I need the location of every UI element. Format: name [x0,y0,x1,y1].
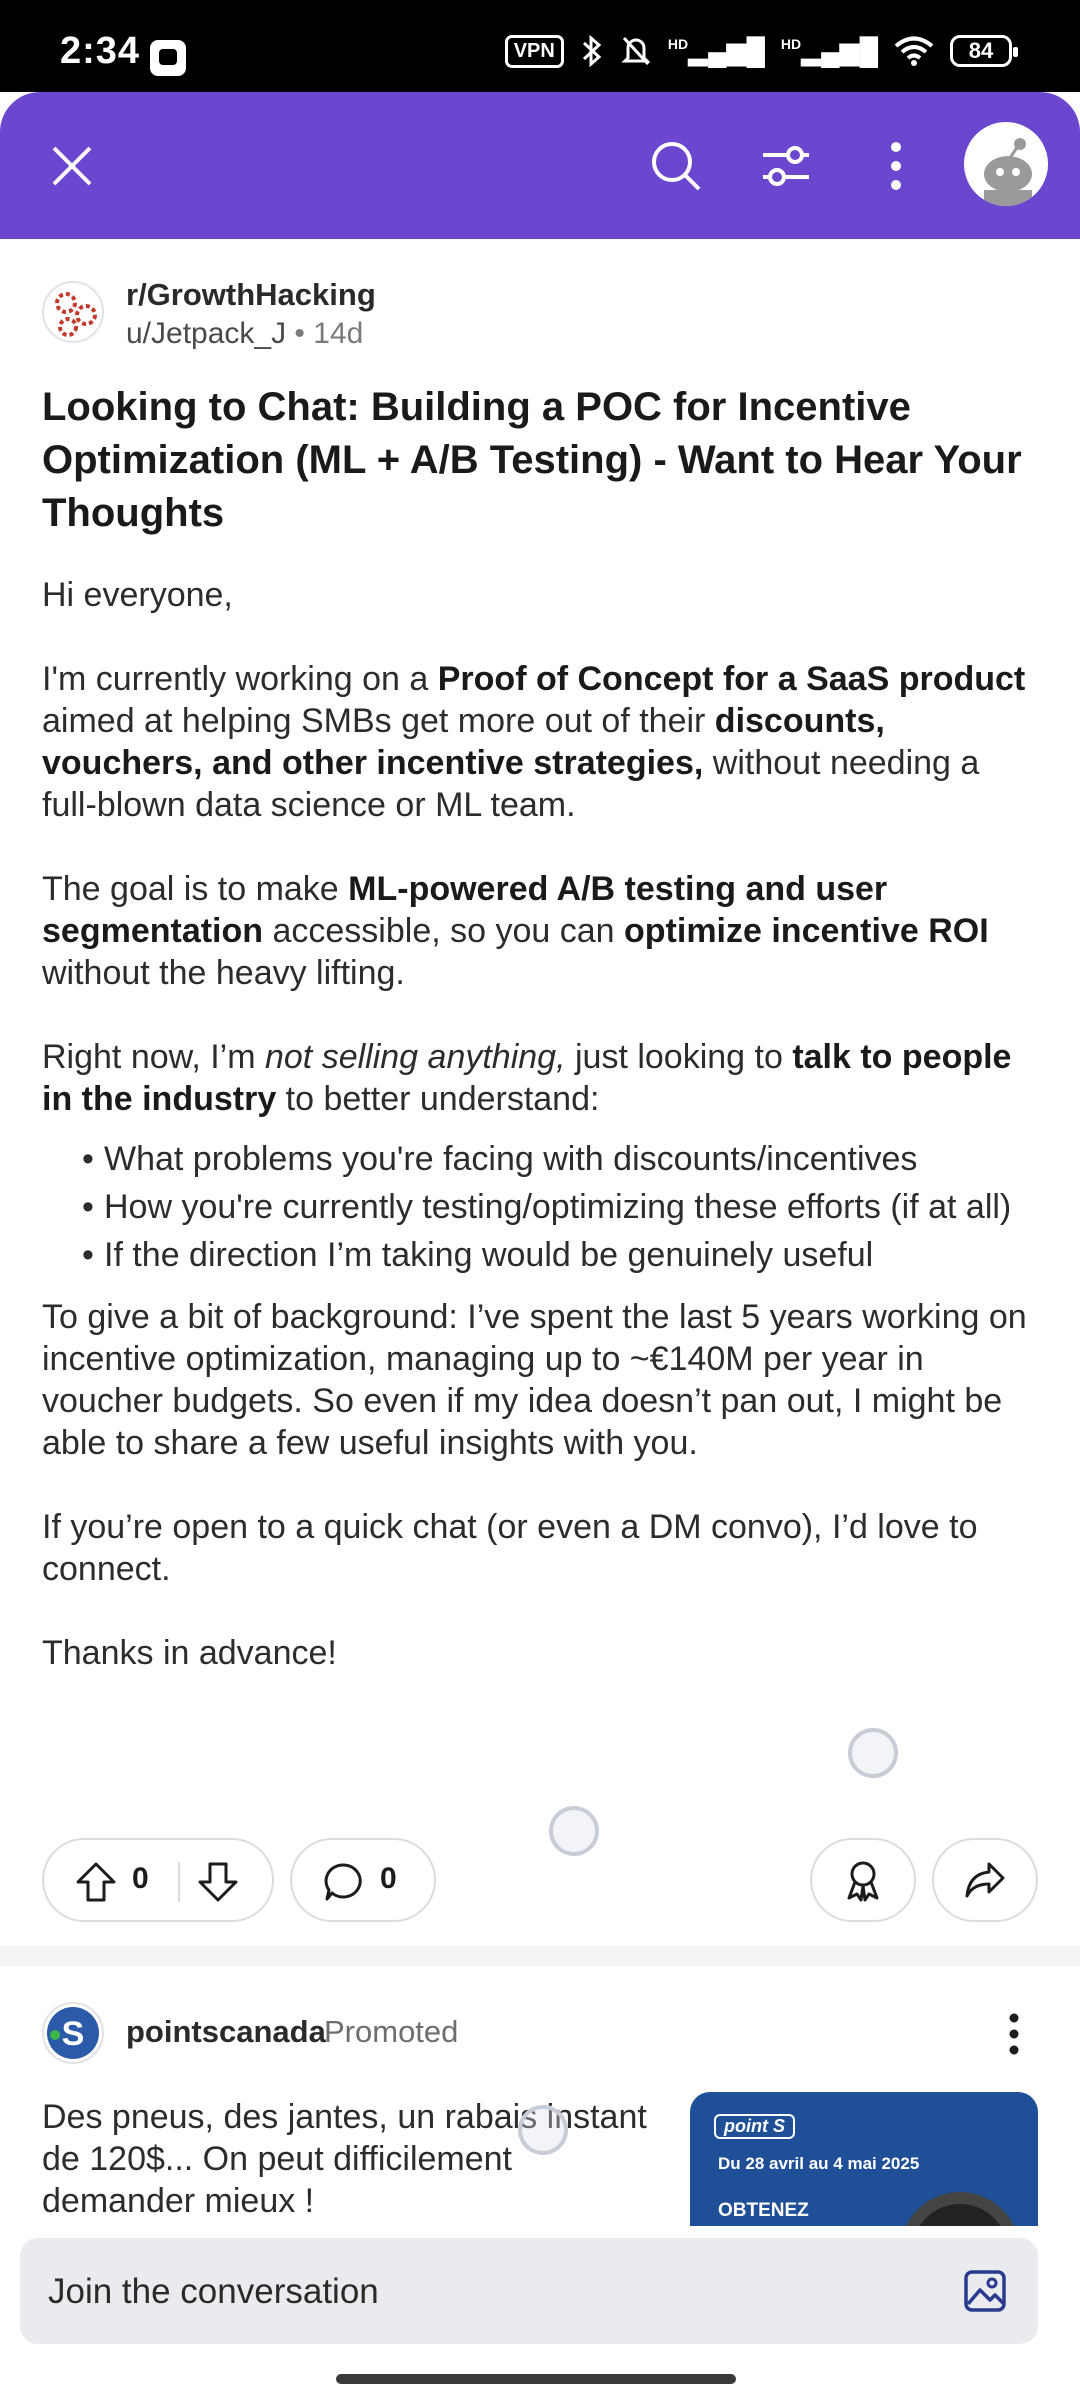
post-paragraph-5: If you’re open to a quick chat (or even a DM convo), I’d love to connect. [42,1508,978,1588]
text: Right now, I’m [42,1038,265,1076]
close-button[interactable] [36,130,108,202]
status-time: 2:34 [60,30,141,72]
user-avatar[interactable] [964,122,1048,206]
touch-indicator [518,2105,568,2155]
post-greeting: Hi everyone, [42,576,233,614]
vpn-icon: VPN [505,35,564,68]
join-conversation-placeholder: Join the conversation [48,2272,379,2311]
advertiser-avatar[interactable] [42,2002,104,2064]
post-header [42,239,1038,359]
hd-label-2: HD [780,35,802,52]
text: to better understand: [276,1080,600,1118]
post [0,239,1080,1716]
subreddit-name[interactable]: r/GrowthHacking [126,277,376,312]
promo-more-button[interactable] [984,2004,1044,2064]
vote-divider [178,1862,180,1902]
join-conversation-input[interactable] [20,2238,1038,2344]
post-paragraph-3 [42,1036,1038,1120]
bluetooth-icon [580,34,604,68]
svg-text:S: S [61,2015,85,2053]
text: accessible, so you can [263,912,625,950]
bold-text: Proof of Concept for a SaaS product [437,660,1026,698]
text: just looking to [565,1038,793,1076]
promo-thumbnail[interactable] [690,2092,1038,2232]
gears-icon [44,283,104,343]
more-options-button[interactable] [860,130,932,202]
bold-text: ML-powered A/B testing and user segmentation [42,870,888,950]
more-vertical-icon [1006,2012,1022,2056]
award-button[interactable] [810,1838,916,1922]
list-item: • What problems you're facing with discounts/incentives [82,1138,1038,1180]
vote-control [42,1838,274,1922]
promo-cta: OBTENEZ [718,2200,809,2221]
status-bar [0,0,1080,92]
points-logo-icon [45,2005,101,2061]
post-paragraph-6: Thanks in advance! [42,1634,337,1672]
comment-icon [322,1860,366,1904]
italic-text: not selling anything, [264,1038,566,1076]
app-bar [0,92,1080,239]
filter-button[interactable] [750,130,822,202]
promo-text[interactable]: Des pneus, des jantes, un rabais instant de 120$... On peut difficilement demander mieux ! [42,2098,647,2220]
subreddit-icon[interactable] [42,281,104,343]
search-icon [649,139,703,193]
downvote-icon[interactable] [196,1860,240,1904]
filter-icon [759,139,813,193]
image-icon[interactable] [962,2268,1008,2314]
list-item: • If the direction I’m taking would be genuinely useful [82,1234,1038,1276]
bottom-composer-bar [0,2226,1080,2400]
bold-text: optimize incentive ROI [624,912,989,950]
author-link[interactable]: u/Jetpack_J [126,317,287,350]
comment-count: 0 [380,1862,397,1895]
battery-icon: 84 [950,35,1012,67]
search-button[interactable] [640,130,712,202]
post-meta: u/Jetpack_J • 14d [126,317,364,350]
post-paragraph-2 [42,868,1038,994]
more-vertical-icon [886,139,906,193]
touch-indicator [848,1728,898,1778]
post-age: 14d [313,317,364,350]
share-button[interactable] [932,1838,1038,1922]
comments-button[interactable] [290,1838,436,1922]
hd-label: HD [667,35,689,52]
list-item: • How you're currently testing/optimizing these efforts (if at all) [82,1186,1038,1228]
home-indicator[interactable] [336,2374,736,2384]
post-bullet-list [42,1138,1038,1276]
text: without the heavy lifting. [42,954,405,992]
promo-brand-logo: point S [714,2114,795,2139]
advertiser-name[interactable]: pointscanada [126,2014,326,2049]
vote-count: 0 [132,1862,149,1895]
feed-divider [0,1946,1080,1966]
upvote-icon[interactable] [74,1860,118,1904]
promo-dates: Du 28 avril au 4 mai 2025 [718,2154,920,2173]
post-paragraph-4: To give a bit of background: I’ve spent the last 5 years working on incentive optimization, managing up to ~€140M per year in voucher budgets. So even if my idea doesn’t pan out, I might be able to share a few useful insights with you. [42,1298,1027,1462]
close-icon [49,143,95,189]
signal-icon-2: $^{HD}$▂▄▆█ [780,35,878,66]
text: aimed at helping SMBs get more out of their [42,702,715,740]
app-notification-icon [150,40,186,76]
text: The goal is to make [42,870,349,908]
post-paragraph-1 [42,658,1038,826]
snoo-avatar-icon [964,122,1048,206]
bold-text: discounts, vouchers, and other incentive strategies, [42,702,885,782]
status-icons [505,34,1012,68]
post-title: Looking to Chat: Building a POC for Incentive Optimization (ML + A/B Testing) - Want to Hear Your Thoughts [42,385,1022,535]
promoted-label: Promoted [324,2014,459,2049]
touch-indicator [549,1806,599,1856]
text: I'm currently working on a [42,660,438,698]
mute-bell-icon [620,34,652,68]
post-actions [42,1838,1038,1922]
share-icon [963,1858,1007,1902]
text: without needing a full-blown data science or ML team. [42,744,980,824]
promoted-post[interactable] [0,1966,1080,2226]
signal-icon: $^{HD}$▂▄▆█ [667,35,765,66]
wifi-icon [894,35,934,67]
award-icon [841,1858,885,1902]
bold-text: talk to people in the industry [42,1038,1012,1118]
post-body [42,574,1038,1674]
